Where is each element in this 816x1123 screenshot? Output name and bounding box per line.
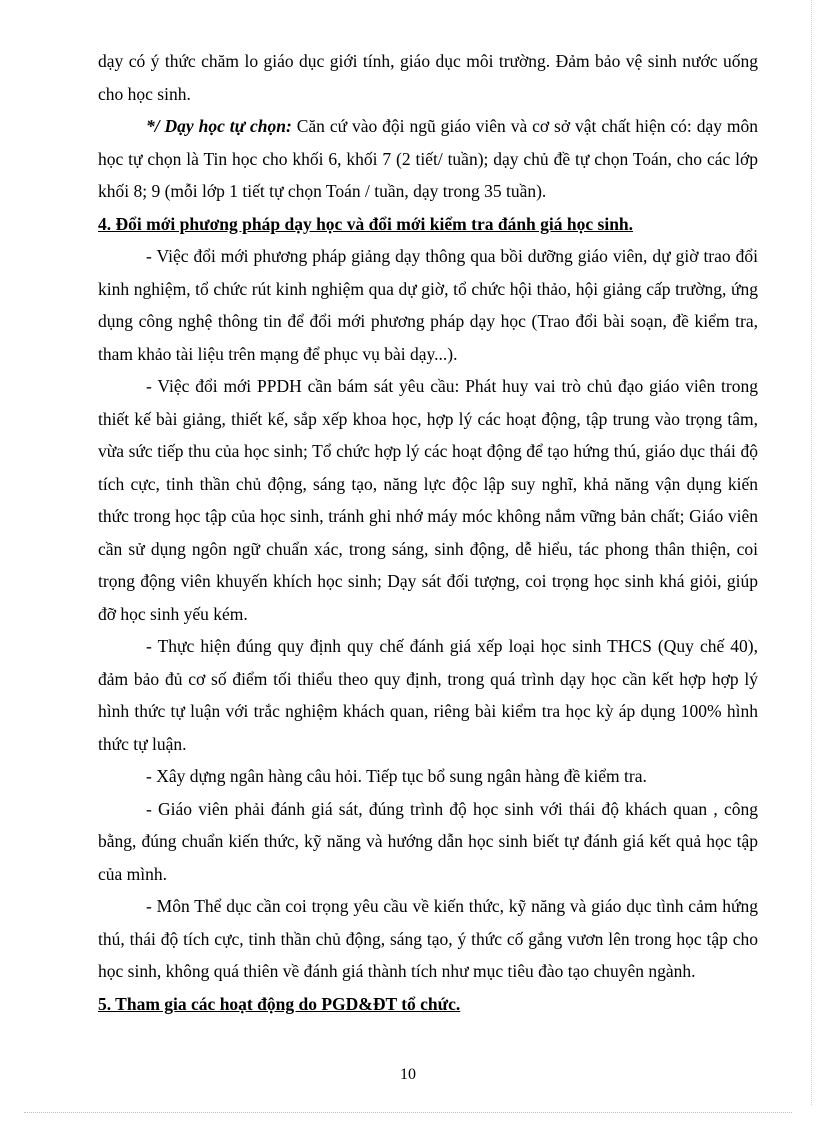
paragraph-teacher-assessment: - Giáo viên phải đánh giá sát, đúng trình độ học sinh với thái độ khách quan , công bằng, đúng chuẩn kiến thức, kỹ năng và hướng dẫn học sinh biết tự đánh giá kết quả học tập của mình. bbox=[98, 798, 758, 884]
section-heading-4: 4. Đổi mới phương pháp dạy học và đổi mới kiểm tra đánh giá học sinh. bbox=[98, 213, 634, 234]
paragraph-question-bank: - Xây dựng ngân hàng câu hỏi. Tiếp tục bổ sung ngân hàng đề kiểm tra. bbox=[146, 766, 647, 786]
paragraph-elective-teaching bbox=[98, 110, 758, 208]
paragraph-physical-education: - Môn Thể dục cần coi trọng yêu cầu về kiến thức, kỹ năng và giáo dục tình cảm hứng thú, thái độ tích cực, tinh thần chủ động, sáng tạo, ý thức cố gắng vươn lên trong học tập cho học sinh, không quá thiên về đánh giá thành tích như mục tiêu đào tạo chuyên ngành. bbox=[98, 896, 758, 981]
section-heading-5: 5. Tham gia các hoạt động do PGD&ĐT tổ chức. bbox=[98, 993, 461, 1014]
paragraph-ppdh-requirements: - Việc đổi mới PPDH cần bám sát yêu cầu: Phát huy vai trò chủ đạo giáo viên trong thiết kế bài giảng, thiết kế, sắp xếp khoa học, hợp lý các hoạt động, tập trung vào trọng tâm, vừa sức tiếp thu của học sinh; Tổ chức hợp lý các hoạt động để tạo hứng thú, giáo dục thái độ tích cực, tinh thần chủ động, sáng tạo, năng lực độc lập suy nghĩ, khả năng vận dụng kiến thức trong học tập của học sinh, tránh ghi nhớ máy móc không nắm vững bản chất; Giáo viên cần sử dụng ngôn ngữ chuẩn xác, trong sáng, sinh động, dễ hiểu, tác phong thân thiện, coi trọng động viên khuyến khích học sinh; Dạy sát đối tượng, coi trọng học sinh khá giỏi, giúp đỡ học sinh yếu kém. bbox=[98, 376, 758, 624]
footer-divider bbox=[24, 1112, 792, 1113]
elective-teaching-text: Căn cứ vào đội ngũ giáo viên và cơ sở vật chất hiện có: dạy môn học tự chọn là Tin học cho khối 6, khối 7 (2 tiết/ tuần); dạy chủ đề tự chọn Toán, cho các lớp khối 8; 9 (mỗi lớp 1 tiết tự chọn Toán / tuần, dạy trong 35 tuần). bbox=[98, 116, 758, 201]
paragraph-health-education: dạy có ý thức chăm lo giáo dục giới tính, giáo dục môi trường. Đảm bảo vệ sinh nước uống cho học sinh. bbox=[98, 51, 758, 104]
page-number: 10 bbox=[400, 1066, 416, 1083]
right-margin-divider bbox=[811, 0, 812, 1105]
paragraph-assessment-regulation: - Thực hiện đúng quy định quy chế đánh giá xếp loại học sinh THCS (Quy chế 40), đảm bảo đủ cơ số điểm tối thiểu theo quy định, trong quá trình dạy học cần kết hợp hợp lý hình thức tự luận với trắc nghiệm khách quan, riêng bài kiểm tra học kỳ áp dụng 100% hình thức tự luận. bbox=[98, 636, 758, 754]
document-body bbox=[98, 45, 758, 1020]
paragraph-method-renewal: - Việc đổi mới phương pháp giảng dạy thông qua bồi dưỡng giáo viên, dự giờ trao đổi kinh nghiệm, tổ chức rút kinh nghiệm qua dự giờ, tổ chức hội thảo, hội giảng cấp trường, ứng dụng công nghệ thông tin để đổi mới phương pháp dạy học (Trao đổi bài soạn, đề kiểm tra, tham khảo tài liệu trên mạng để phục vụ bài dạy...). bbox=[98, 246, 758, 364]
elective-teaching-label: */ Dạy học tự chọn: bbox=[146, 116, 292, 136]
